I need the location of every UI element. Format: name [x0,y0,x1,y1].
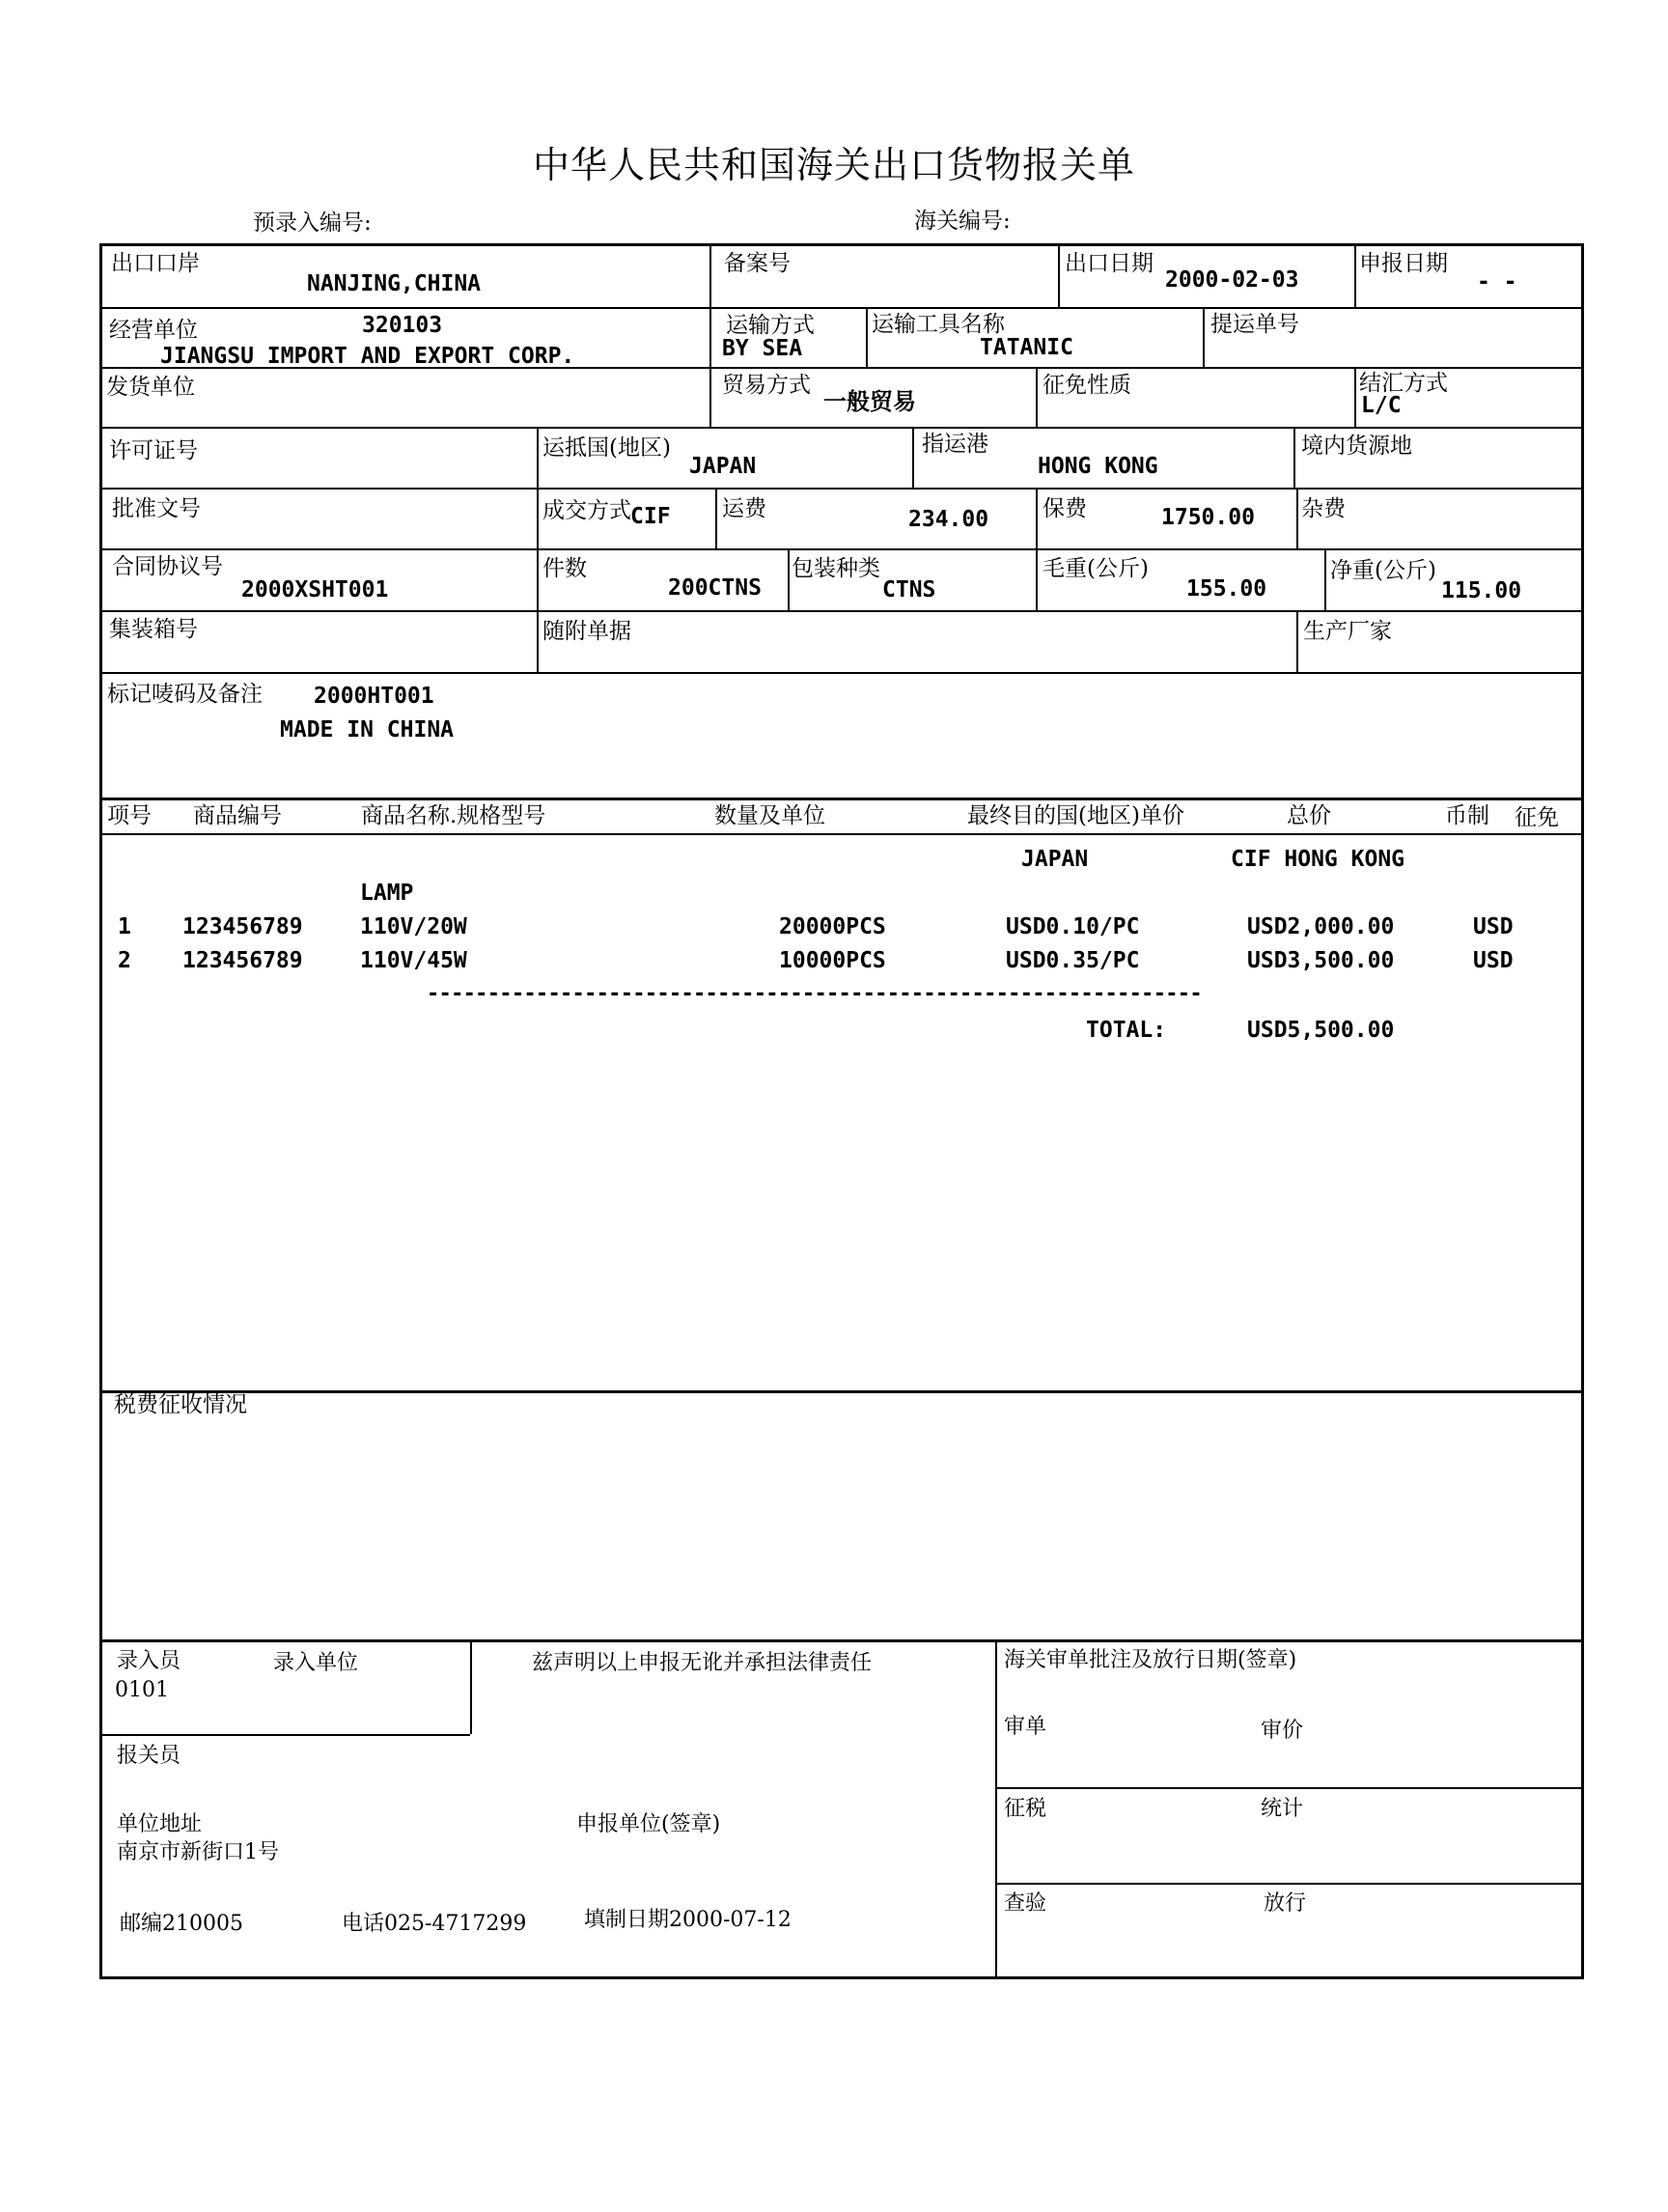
row-currency: USD [1473,914,1514,939]
address-label: 单位地址 [117,1812,203,1836]
goods-price-term: CIF HONG KONG [1231,847,1405,872]
destination-port-value: HONG KONG [1038,454,1158,479]
settlement-label: 结汇方式 [1359,371,1448,396]
row-spec: 110V/45W [360,948,467,973]
freight-value: 234.00 [908,507,989,532]
col-line [1296,610,1298,672]
goods-header-name: 商品名称.规格型号 [361,803,546,828]
footer-line [995,1883,1584,1885]
deal-mode-label: 成交方式 [542,498,631,523]
footer-top-line [99,1639,1584,1642]
goods-header-qty: 数量及单位 [714,803,825,828]
row-currency: USD [1473,948,1514,973]
row-line [99,672,1584,674]
row-total: USD2,000.00 [1247,914,1395,939]
col-line [1354,367,1356,427]
goods-divider: ---------------------------------------------------------------- [427,982,1202,1006]
row-item: 2 [118,948,131,973]
pieces-value: 200CTNS [668,575,762,601]
row-line [99,548,1584,550]
col-line [537,610,539,672]
goods-header-item: 项号 [107,803,152,828]
address-value: 南京市新街口1号 [117,1840,279,1864]
insurance-label: 保费 [1042,496,1087,521]
col-line [709,243,711,307]
col-line [912,427,914,488]
col-line [788,548,790,610]
marks-line2: MADE IN CHINA [280,717,455,742]
row-qty: 20000PCS [779,914,886,939]
goods-header-tax: 征免 [1515,805,1559,830]
package-type-label: 包装种类 [792,556,880,581]
row-code: 123456789 [182,948,303,973]
col-line [1324,548,1326,610]
tax-section-label: 税费征收情况 [114,1392,247,1417]
col-line [1036,367,1038,427]
col-line [537,427,539,488]
col-line [1203,307,1205,367]
domestic-source-label: 境内货源地 [1301,434,1412,459]
goods-total-value: USD5,500.00 [1247,1018,1395,1043]
col-line [1293,427,1295,488]
broker-label: 报关员 [117,1744,181,1768]
destination-country-value: JAPAN [689,454,757,479]
goods-header-total: 总价 [1287,803,1331,828]
operator-value: JIANGSU IMPORT AND EXPORT CORP. [160,344,575,369]
pre-entry-label: 预录入编号: [253,210,372,236]
goods-header-unit-price: 最终目的国(地区)单价 [967,803,1184,828]
row-code: 123456789 [182,914,303,939]
declare-date-label: 申报日期 [1359,251,1448,276]
row-unit-price: USD0.35/PC [1006,948,1140,973]
footer-line [99,1734,470,1736]
goods-dest-country: JAPAN [1021,847,1089,872]
consignor-label: 发货单位 [106,375,195,400]
stats-label: 统计 [1261,1797,1304,1821]
customs-approval-label: 海关审单批注及放行日期(签章) [1004,1648,1297,1672]
record-no-label: 备案号 [724,251,791,276]
declare-date-value: - - [1477,269,1517,294]
tax-collection-label: 征税 [1004,1797,1047,1821]
col-line [1058,243,1060,307]
contract-no-label: 合同协议号 [112,554,223,579]
contract-no-value: 2000XSHT001 [241,577,389,602]
pieces-label: 件数 [542,556,587,581]
form-frame [99,243,1584,1979]
destination-port-label: 指运港 [922,432,988,457]
tax-nature-label: 征免性质 [1042,373,1131,398]
vessel-name-label: 运输工具名称 [872,312,1005,337]
col-line [1296,488,1298,548]
row-line [99,307,1584,309]
marks-label: 标记唛码及备注 [107,682,263,707]
deal-mode-value: CIF [630,504,671,529]
manufacturer-label: 生产厂家 [1303,619,1392,644]
col-line [1354,243,1356,307]
row-total: USD3,500.00 [1247,948,1395,973]
goods-header-currency: 币制 [1445,803,1489,828]
goods-total-label: TOTAL: [1086,1018,1167,1043]
row-line [99,427,1584,429]
col-line [470,1639,472,1734]
export-port-label: 出口口岸 [111,251,200,276]
row-qty: 10000PCS [779,948,886,973]
gross-weight-label: 毛重(公斤) [1042,556,1149,581]
trade-mode-value: 一般贸易 [823,387,916,415]
operator-code: 320103 [362,313,443,338]
pricing-label: 审价 [1261,1719,1304,1743]
package-type-value: CTNS [882,577,936,602]
entry-clerk-label: 录入员 [117,1649,181,1673]
operator-label: 经营单位 [109,318,198,343]
transport-mode-value: BY SEA [722,336,803,361]
row-unit-price: USD0.10/PC [1006,914,1140,939]
export-date-value: 2000-02-03 [1165,267,1299,293]
col-line [709,367,711,427]
tax-section-top-line [99,1390,1584,1393]
misc-fee-label: 杂费 [1301,496,1346,521]
freight-label: 运费 [722,496,766,521]
trade-mode-label: 贸易方式 [722,373,811,398]
inspect-label: 查验 [1004,1891,1047,1916]
release-label: 放行 [1264,1891,1307,1916]
col-line [537,548,539,610]
marks-line1: 2000HT001 [314,684,434,709]
row-spec: 110V/20W [360,914,467,939]
license-no-label: 许可证号 [109,438,198,463]
goods-product-name: LAMP [360,881,414,906]
fill-date: 填制日期2000-07-12 [584,1908,792,1932]
gross-weight-value: 155.00 [1186,576,1267,602]
col-line [1036,488,1038,548]
col-line [866,307,868,367]
review-label: 审单 [1004,1715,1047,1739]
export-date-label: 出口日期 [1065,251,1154,276]
phone: 电话025-4717299 [342,1912,527,1936]
col-line [995,1639,997,1979]
goods-header-code: 商品编号 [193,803,282,828]
goods-header-bottom-line [99,833,1584,835]
declaration-statement: 兹声明以上申报无讹并承担法律责任 [532,1651,873,1675]
vessel-name-value: TATANIC [980,335,1073,360]
destination-country-label: 运抵国(地区) [542,435,671,461]
container-no-label: 集装箱号 [109,617,198,642]
row-item: 1 [118,914,131,939]
approval-no-label: 批准文号 [112,496,201,521]
entry-clerk-value: 0101 [115,1678,169,1702]
transport-mode-label: 运输方式 [726,313,815,338]
col-line [715,488,717,548]
footer-line [995,1787,1584,1789]
form-title: 中华人民共和国海关出口货物报关单 [532,144,1135,186]
net-weight-value: 115.00 [1441,578,1522,603]
row-line [99,610,1584,612]
net-weight-label: 净重(公斤) [1330,558,1436,583]
bill-no-label: 提运单号 [1210,312,1299,337]
postcode: 邮编210005 [120,1912,243,1936]
row-line [99,488,1584,490]
entry-unit-label: 录入单位 [273,1651,359,1675]
col-line [709,307,711,367]
customs-no-label: 海关编号: [914,209,1011,234]
attached-docs-label: 随附单据 [542,619,631,644]
insurance-value: 1750.00 [1161,505,1255,530]
col-line [1036,548,1038,610]
declaring-unit-label: 申报单位(签章) [576,1812,721,1836]
settlement-value: L/C [1361,393,1402,418]
export-port-value: NANJING,CHINA [307,271,482,296]
col-line [537,488,539,548]
goods-header-top-line [99,798,1584,800]
